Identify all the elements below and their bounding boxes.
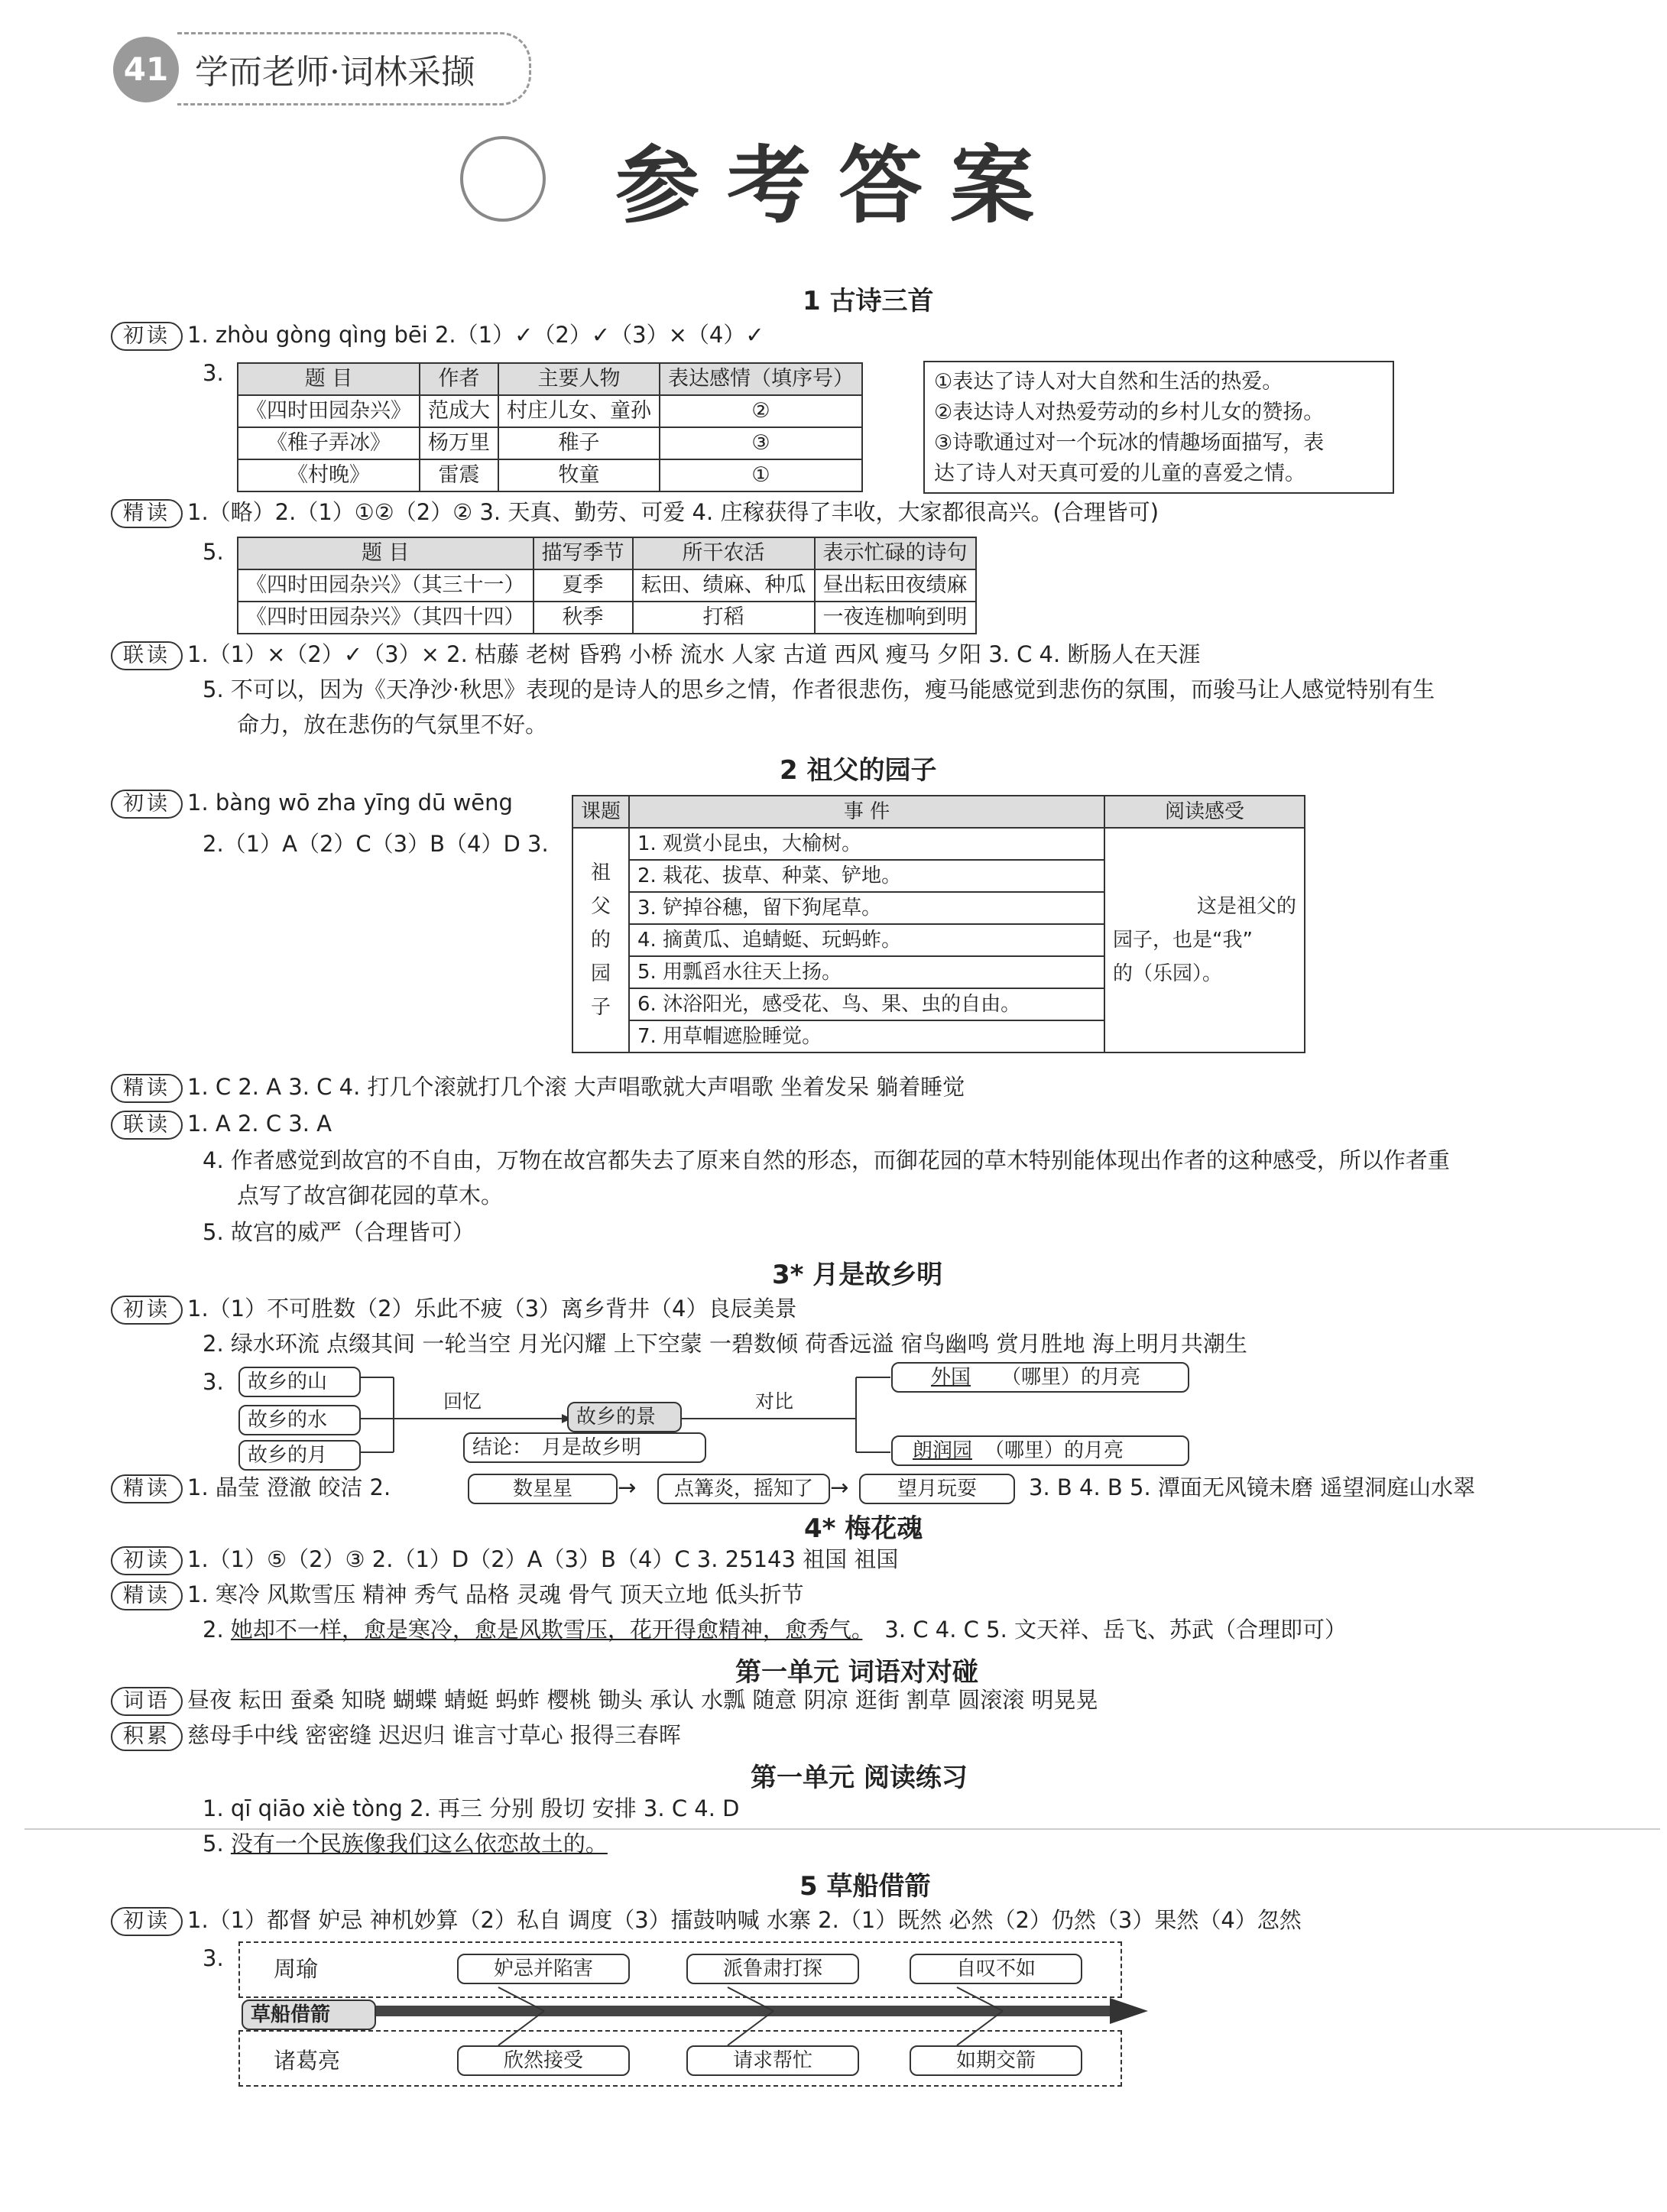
- th: 主要人物: [498, 363, 660, 395]
- th: 题 目: [238, 363, 420, 395]
- section-title: 3* 月是故乡明: [772, 1260, 943, 1290]
- zhouyu-box: 妒忌并陷害: [457, 1954, 630, 1984]
- answer-text: 1. 寒冷 风欺雪压 精神 秀气 品格 灵魂 骨气 顶天立地 低头折节: [187, 1581, 804, 1607]
- th: 所干农活: [633, 537, 815, 569]
- diagram-conclusion-box: 结论： 月是故乡明: [463, 1432, 706, 1463]
- answer-line: [111, 1108, 332, 1140]
- td: 2. 栽花、拔草、种菜、铲地。: [629, 860, 1104, 892]
- sequence-box: 望月玩耍: [859, 1474, 1015, 1504]
- header-title: 学而老师·词林采撷: [195, 53, 475, 92]
- td: 村庄儿女、童孙: [498, 395, 660, 427]
- diagram-right-box: [891, 1362, 1189, 1393]
- tag-jingdu: 精读: [111, 499, 183, 528]
- zhouyu-box: 派鲁肃打探: [686, 1954, 859, 1984]
- app-stamp-logo: [460, 136, 546, 222]
- diagram-center-box: 故乡的景: [567, 1402, 682, 1432]
- td: 《稚子弄冰》: [238, 427, 420, 459]
- td: 秋季: [534, 602, 633, 634]
- tag-liandu: 联读: [111, 1111, 183, 1140]
- zhugeliang-box: 如期交箭: [910, 2045, 1082, 2076]
- table-row: [238, 395, 862, 427]
- diagram-label: 对比: [755, 1390, 794, 1413]
- answer-line: [111, 1685, 1098, 1716]
- tag-chudu: 初读: [111, 1296, 183, 1325]
- section-title: 2 祖父的园子: [780, 755, 937, 786]
- answer-text: 没有一个民族像我们这么依恋故土的。: [230, 1831, 608, 1857]
- th: 描写季节: [534, 537, 633, 569]
- td: ①: [660, 459, 862, 491]
- answer-line: [111, 1544, 898, 1575]
- th: 阅读感受: [1104, 796, 1305, 828]
- section-title: 第一单元 阅读练习: [751, 1763, 968, 1793]
- note-line: ②表达诗人对热爱劳动的乡村儿女的赞扬。: [934, 401, 1325, 424]
- answer-line: 点写了故宫御花园的草木。: [237, 1182, 504, 1208]
- question-number: 3.: [203, 1945, 224, 1971]
- feeling-cell: [1104, 828, 1305, 1052]
- feeling-line: 的（乐园）。: [1113, 962, 1223, 985]
- page-number: 41: [113, 37, 179, 102]
- feeling-line: 这是祖父的: [1197, 895, 1297, 918]
- tag-chudu: 初读: [111, 322, 183, 351]
- note-line: ③诗歌通过对一个玩冰的情趣场面描写，表: [934, 431, 1325, 455]
- answer-line: 2. 绿水环流 点缀其间 一轮当空 月光闪耀 上下空蒙 一碧数倾 荷香远溢 宿鸟幽鸣 赏月胜地 海上明月共潮生: [203, 1331, 1247, 1357]
- sequence-box: 数星星: [468, 1474, 618, 1504]
- answer-line: [111, 639, 1200, 670]
- zhugeliang-box: 欣然接受: [457, 2045, 630, 2076]
- td: 打稻: [633, 602, 815, 634]
- answer-line: [203, 1614, 1347, 1645]
- th: 课题: [572, 796, 629, 828]
- answer-text: 1.（1）×（2）✓（3）× 2. 枯藤 老树 昏鸦 小桥 流水 人家 古道 西风 瘦马 夕阳 3. C 4. 断肠人在天涯: [187, 641, 1201, 667]
- answer-text: 1. bàng wō zha yīng dū wēng: [187, 790, 513, 816]
- zhugeliang-box: 请求帮忙: [686, 2045, 859, 2076]
- section-title: 1 古诗三首: [803, 286, 934, 316]
- answer-line: [111, 1905, 1302, 1936]
- answer-line: 5. 故宫的威严（合理皆可）: [203, 1219, 475, 1245]
- sequence-box: 点篝炎，摇知了: [657, 1474, 830, 1504]
- tag-jilei: 积累: [111, 1722, 183, 1751]
- diagram-label: 回忆: [443, 1390, 482, 1413]
- diagram-right-text: （哪里）的月亮: [984, 1439, 1124, 1462]
- td: 《村晚》: [238, 459, 420, 491]
- sequence-arrow: →: [830, 1474, 849, 1500]
- tag-jingdu: 精读: [111, 1474, 183, 1503]
- td: 杨万里: [420, 427, 498, 459]
- td: 耘田、绩麻、种瓜: [633, 569, 815, 602]
- td: 范成大: [420, 395, 498, 427]
- td: ③: [660, 427, 862, 459]
- answer-text: 她却不一样，愈是寒冷，愈是风欺雪压，花开得愈精神，愈秀气。: [230, 1617, 863, 1643]
- td: 稚子: [498, 427, 660, 459]
- tag-jingdu: 精读: [111, 1074, 183, 1103]
- answer-line: [111, 1472, 391, 1503]
- tag-ciyu: 词语: [111, 1687, 183, 1716]
- answer-line: [111, 1072, 965, 1103]
- section-title: 第一单元 词语对对碰: [735, 1657, 978, 1688]
- emotion-notes: [923, 361, 1394, 494]
- farming-table: [237, 537, 977, 634]
- table-row: [238, 459, 862, 491]
- tag-chudu: 初读: [111, 1907, 183, 1936]
- answer-text: 1. zhòu gòng qìng bēi 2.（1）✓（2）✓（3）×（4）✓: [187, 322, 764, 348]
- diagram-right-box: [891, 1435, 1189, 1466]
- note-line: ①表达了诗人对大自然和生活的热爱。: [934, 370, 1283, 394]
- diagram-right-answer: 外国: [931, 1366, 971, 1389]
- answer-line: 2.（1）A（2）C（3）B（4）D 3.: [203, 831, 549, 857]
- garden-table: [572, 795, 1305, 1053]
- answer-line: 4. 作者感觉到故宫的不自由，万物在故宫都失去了原来自然的形态，而御花园的草木特别能体现出作者的这种感受，所以作者重: [203, 1147, 1450, 1173]
- answer-line: [111, 787, 513, 819]
- zhouyu-label: 周瑜: [274, 1956, 319, 1982]
- table-row: [238, 602, 976, 634]
- th: 表达感情（填序号）: [660, 363, 862, 395]
- answer-text: 1. C 2. A 3. C 4. 打几个滚就打几个滚 大声唱歌就大声唱歌 坐着发呆 躺着睡觉: [187, 1074, 965, 1100]
- td: 一夜连枷响到明: [815, 602, 976, 634]
- answer-line: 命力，放在悲伤的气氛里不好。: [237, 712, 548, 738]
- th: 题 目: [238, 537, 534, 569]
- section-title: 5 草船借箭: [799, 1871, 931, 1902]
- diagram-right-answer: 朗润园: [913, 1439, 973, 1462]
- td: 《四时田园杂兴》（其三十一）: [238, 569, 534, 602]
- td: ②: [660, 395, 862, 427]
- table-row: [238, 427, 862, 459]
- td: 《四时田园杂兴》（其四十四）: [238, 602, 534, 634]
- question-number: 3.: [203, 1369, 224, 1395]
- zhouyu-box: 自叹不如: [910, 1954, 1082, 1984]
- answer-line: [111, 497, 1159, 528]
- answer-text: 5.: [203, 1831, 224, 1857]
- diagram-left-box: 故乡的月: [238, 1440, 361, 1471]
- answer-line: [203, 1828, 608, 1859]
- td: 4. 摘黄瓜、追蜻蜓、玩蚂蚱。: [629, 924, 1104, 956]
- answer-text: 1.（1）⑤（2）③ 2.（1）D（2）A（3）B（4）C 3. 25143 祖国 祖国: [187, 1546, 899, 1572]
- diagram-left-box: 故乡的山: [238, 1367, 361, 1397]
- tag-chudu: 初读: [111, 1546, 183, 1575]
- answer-text: 2.: [203, 1617, 224, 1643]
- note-line: 达了诗人对天真可爱的儿童的喜爱之情。: [934, 462, 1305, 485]
- answer-text: 3. B 4. B 5. 潭面无风镜未磨 遥望洞庭山水翠: [1029, 1474, 1476, 1500]
- tag-jingdu: 精读: [111, 1581, 183, 1610]
- table-row: [238, 569, 976, 602]
- td: 祖父的园子: [572, 828, 629, 1052]
- answer-line: 1. qī qiāo xiè tòng 2. 再三 分别 殷切 安排 3. C 4. D: [203, 1795, 740, 1821]
- sequence-arrow: →: [618, 1474, 637, 1500]
- tag-chudu: 初读: [111, 790, 183, 819]
- answer-line: [111, 1579, 804, 1610]
- question-number: 3.: [203, 360, 224, 386]
- th: 表示忙碌的诗句: [815, 537, 976, 569]
- td: 6. 沐浴阳光，感受花、鸟、果、虫的自由。: [629, 988, 1104, 1020]
- diagram-right-text: （哪里）的月亮: [1001, 1366, 1141, 1389]
- poems-table: [237, 362, 863, 492]
- td: 7. 用草帽遮脸睡觉。: [629, 1020, 1104, 1052]
- page-title: 参考答案: [615, 136, 1062, 235]
- answer-text: 慈母手中线 密密缝 迟迟归 谁言寸草心 报得三春晖: [187, 1722, 681, 1748]
- answer-line: [111, 319, 764, 351]
- td: 3. 铲掉谷穗，留下狗尾草。: [629, 892, 1104, 924]
- zhugeliang-label: 诸葛亮: [274, 2048, 341, 2074]
- td: 牧童: [498, 459, 660, 491]
- td: 夏季: [534, 569, 633, 602]
- th: 作者: [420, 363, 498, 395]
- diagram-left-box: 故乡的水: [238, 1405, 361, 1435]
- answer-text: 1.（略）2.（1）①②（2）② 3. 天真、勤劳、可爱 4. 庄稼获得了丰收，大家都很高兴。(合理皆可): [187, 499, 1159, 525]
- td: 《四时田园杂兴》: [238, 395, 420, 427]
- answer-text: 1. A 2. C 3. A: [187, 1111, 332, 1137]
- feeling-line: 园子，也是“我”: [1113, 929, 1253, 952]
- td: 1. 观赏小昆虫，大榆树。: [629, 828, 1104, 860]
- answer-text: 昼夜 耘田 蚕桑 知晓 蝴蝶 蜻蜓 蚂蚱 樱桃 锄头 承认 水瓢 随意 阴凉 逛街 割草 圆滚滚 明晃晃: [187, 1687, 1098, 1713]
- question-number: 5.: [203, 539, 224, 565]
- section-title: 4* 梅花魂: [804, 1513, 923, 1544]
- answer-line: 5. 不可以，因为《天净沙·秋思》表现的是诗人的思乡之情，作者很悲伤，瘦马能感觉到悲伤的氛围，而骏马让人感觉特别有生: [203, 676, 1435, 702]
- answer-text: 1. 晶莹 澄澈 皎洁 2.: [187, 1474, 391, 1500]
- answer-text: 3. C 4. C 5. 文天祥、岳飞、苏武（合理即可）: [884, 1617, 1348, 1643]
- answer-line: [111, 1293, 796, 1325]
- tag-liandu: 联读: [111, 641, 183, 670]
- answer-line: [111, 1720, 681, 1751]
- answer-text: 1.（1）不可胜数（2）乐此不疲（3）离乡背井（4）良辰美景: [187, 1296, 797, 1322]
- center-label: 草船借箭: [242, 2000, 376, 2030]
- th: 事 件: [629, 796, 1104, 828]
- td: 5. 用瓢舀水往天上扬。: [629, 956, 1104, 988]
- td: 昼出耘田夜绩麻: [815, 569, 976, 602]
- answer-text: 1.（1）都督 妒忌 神机妙算（2）私自 调度（3）擂鼓呐喊 水寨 2.（1）既然 必然（2）仍然（3）果然（4）忽然: [187, 1907, 1302, 1933]
- td: 雷震: [420, 459, 498, 491]
